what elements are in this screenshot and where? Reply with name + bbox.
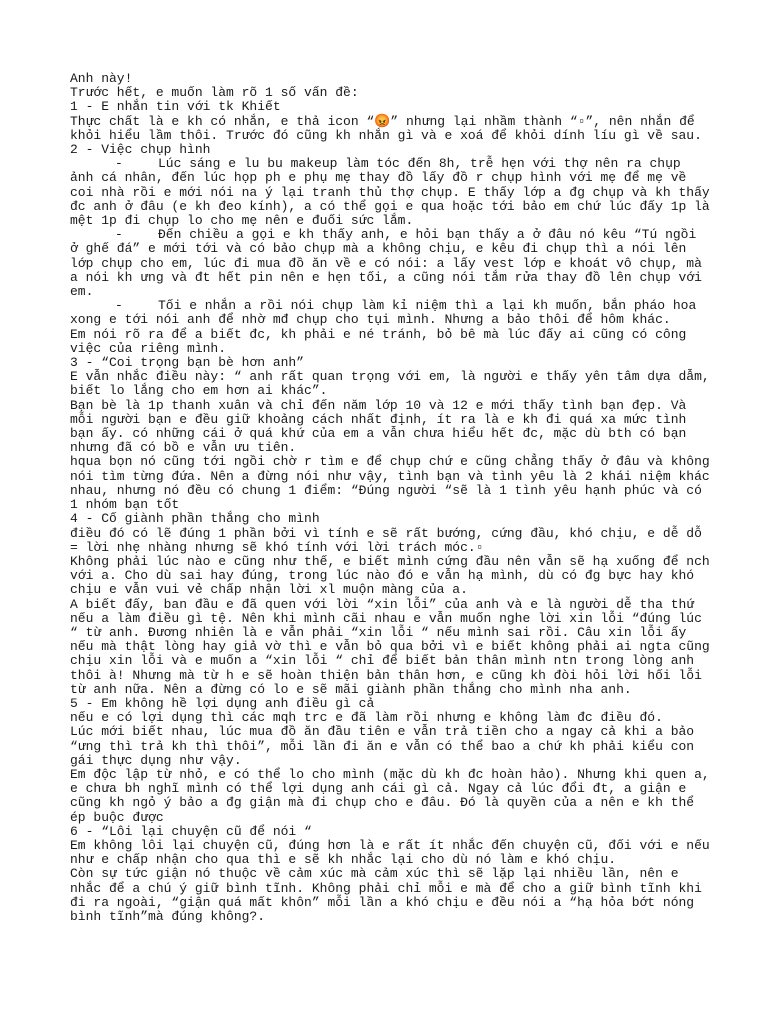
paragraph xyxy=(70,555,710,598)
paragraph-text: Em không lôi lại chuyện cũ, đúng hơn là e rất ít nhắc đến chuyện cũ, đối với e nếu như e chấp nhận cho qua thì e sẽ kh nhắc lại cho dù nó làm e khó chịu. xyxy=(70,837,710,868)
paragraph xyxy=(70,328,710,356)
paragraph xyxy=(70,725,710,768)
paragraph-text: Em nói rõ ra để a biết đc, kh phải e né tránh, bỏ bê mà lúc đấy ai cũng có công việc của riêng mình. xyxy=(70,326,687,356)
paragraph xyxy=(70,825,710,839)
bullet-paragraph xyxy=(70,299,710,327)
paragraph-text: Đến chiều a gọi e kh thấy anh, e hỏi bạn thấy a ở đâu nó kêu “Tú ngồi ở ghế đá” e mới tới và có bảo chụp mà a không chịu, e kêu đi chụp thì a nói lên lớp chụp cho em, lúc đi mua đồ ăn về e có nói: a lấy vest lớp e khoát vô chụp, mà a nói kh ưng và đt hết pin nên e hẹn tối, a cũng nói tắm rửa thay đồ lên chụp với em. xyxy=(70,227,702,300)
paragraph xyxy=(70,768,710,825)
paragraph xyxy=(70,527,710,555)
paragraph-text: 6 - “Lôi lại chuyện cũ để nói “ xyxy=(70,823,312,839)
paragraph-text: Không phải lúc nào e cũng như thế, e biết mình cứng đầu nên vẫn sẽ hạ xuống để nch với a. Cho dù sai hay đúng, trong lúc nào đó e vẫn hạ mình, dù có đg bực hay khó chịu e vẫn vui vẻ chấp nhận lời xl muộn màng của a. xyxy=(70,553,710,598)
paragraph-text: 1 - E nhắn tin với tk Khiết xyxy=(70,99,281,115)
paragraph-text: điều đó có lẽ đúng 1 phần bởi vì tính e sẽ rất bướng, cứng đầu, khó chịu, e dễ dỗ = lời nhẹ nhàng nhưng sẽ khó tính với lời trách móc.▫ xyxy=(70,525,702,555)
paragraph-text: hqua bọn nó cũng tới ngồi chờ r tìm e để chụp chứ e cũng chẳng thấy ở đâu và không nói tìm từng đứa. Nên a đừng nói như vậy, tình bạn và tình yêu là 2 khái niệm khác nhau, nhưng nó đều có chung 1 điểm: “Đúng người “sẽ là 1 tình yêu hạnh phúc và có 1 nhóm bạn tốt xyxy=(70,454,710,513)
paragraph-text: 5 - Em không hề lợi dụng anh điều gì cả xyxy=(70,695,375,711)
paragraph xyxy=(70,867,710,924)
paragraph xyxy=(70,455,710,512)
paragraph xyxy=(70,115,710,143)
paragraph-text: Anh này! xyxy=(70,71,133,86)
paragraph-text: Thực chất là e kh có nhắn, e thả icon “😡” nhưng lại nhầm thành “▫”, nên nhắn để khỏi hiểu lầm thôi. Trước đó cũng kh nhắn gì và e xoá để khỏi dính líu gì về sau. xyxy=(70,113,702,143)
paragraph xyxy=(70,711,710,725)
paragraph xyxy=(70,100,710,114)
paragraph-text: Tối e nhắn a rồi nói chụp làm kỉ niệm thì a lại kh muốn, bắn pháo hoa xong e tới nói anh để nhờ mđ chụp cho tụi mình. Nhưng a bảo thôi để hôm khác. xyxy=(70,298,697,328)
paragraph xyxy=(70,697,710,711)
paragraph xyxy=(70,399,710,456)
bullet-marker: - xyxy=(115,156,123,172)
paragraph xyxy=(70,370,710,398)
paragraph-text: Bạn bè là 1p thanh xuân và chỉ đến năm lớp 10 và 12 e mới thấy tình bạn đẹp. Và mỗi người bạn e đều giữ khoảng cách nhất định, ít ra là e kh đi quá xa mức tình bạn ấy. có những cái ở quá khứ của em a vẫn chưa hiểu hết đc, mặc dù bth có bạn nhưng đã có bồ e vẫn ưu tiên. xyxy=(70,397,687,456)
paragraph xyxy=(70,839,710,867)
bullet-marker: - xyxy=(115,227,123,243)
paragraph-text: A biết đấy, ban đầu e đã quen với lời “xin lỗi” của anh và e là người dễ tha thứ nếu a làm điều gì tệ. Nên khi mình cãi nhau e vẫn muốn nghe lời xin lỗi “đúng lúc “ từ anh. Đương nhiên là e vẫn phải “xin lỗi “ nếu mình sai rồi. Câu xin lỗi ấy nếu mà thật lòng hay giả vờ thì e vẫn bỏ qua bởi vì e biết không phải ai ngta cũng chịu xin lỗi và e muốn a “xin lỗi “ chỉ để biết bản thân mình ntn trong lòng anh thôi à! Nhưng mà từ h e sẽ hoàn thiện bản thân hơn, e cũng kh đòi hỏi lời hối lỗi từ anh nữa. Nên a đừng có lo e sẽ mãi giành phần thắng cho mình nha anh. xyxy=(70,596,710,697)
paragraph-text: nếu e có lợi dụng thì các mqh trc e đã làm rồi nhưng e không làm đc điều đó. xyxy=(70,710,663,726)
paragraph-text: 4 - Cố giành phần thắng cho mình xyxy=(70,511,320,527)
paragraph-text: 2 - Việc chụp hình xyxy=(70,142,211,158)
paragraph-text: E vẫn nhắc điều này: “ anh rất quan trọng với em, là người e thấy yên tâm dựa dẫm, biết lo lắng cho em hơn ai khác”. xyxy=(70,369,710,399)
paragraph-text: Còn sự tức giận nó thuộc về cảm xúc mà cảm xúc thì sẽ lặp lại nhiều lần, nên e nhắc để a chú ý giữ bình tĩnh. Không phải chỉ mỗi e mà để cho a giữ bình tĩnh khi đi ra ngoài, “giận quá mất khôn” mỗi lần a khó chịu e đều nói a “hạ hỏa bớt nóng bình tĩnh”mà đúng không?. xyxy=(70,866,702,924)
paragraph xyxy=(70,598,710,697)
bullet-marker: - xyxy=(115,298,123,314)
document-body xyxy=(70,72,710,924)
paragraph-text: Trước hết, e muốn làm rõ 1 số vấn đề: xyxy=(70,85,359,101)
paragraph xyxy=(70,72,710,86)
bullet-paragraph xyxy=(70,228,710,299)
paragraph xyxy=(70,512,710,526)
paragraph-text: Lúc mới biết nhau, lúc mua đồ ăn đầu tiên e vẫn trả tiền cho a ngay cả khi a bảo “ưng thì trả kh thì thôi”, mỗi lần đi ăn e vẫn có thể bao a chứ kh phải kiểu con gái thực dụng như vậy. xyxy=(70,724,695,768)
bullet-paragraph xyxy=(70,157,710,228)
paragraph-text: Lúc sáng e lu bu makeup làm tóc đến 8h, trễ hẹn với thợ nên ra chụp ảnh cá nhân, đến lúc họp ph e phụ mẹ thay đồ lấy đồ r chụp hình với mẹ để mẹ về coi nhà rồi e mới nói na ý lại tranh thủ thợ chụp. E thấy lớp a đg chụp và kh thấy đc anh ở đâu (e kh đeo kính), a có thể gọi e qua hoặc tới bảo em chứ lúc đấy 1p là mệt 1p đi chụp lo cho mẹ nên e đuối sức lắm. xyxy=(70,156,710,229)
paragraph-text: Em độc lập từ nhỏ, e có thể lo cho mình (mặc dù kh đc hoàn hảo). Nhưng khi quen a, e chưa bh nghĩ mình có thể lợi dụng anh cái gì cả. Ngay cả lúc đổi đt, a giận e cũng kh ngỏ ý bảo a đg giận mà đi chụp cho e đâu. Đó là quyền của a nên e kh thể ép buộc được xyxy=(70,766,710,825)
paragraph-text: 3 - “Coi trọng bạn bè hơn anh” xyxy=(70,355,305,371)
